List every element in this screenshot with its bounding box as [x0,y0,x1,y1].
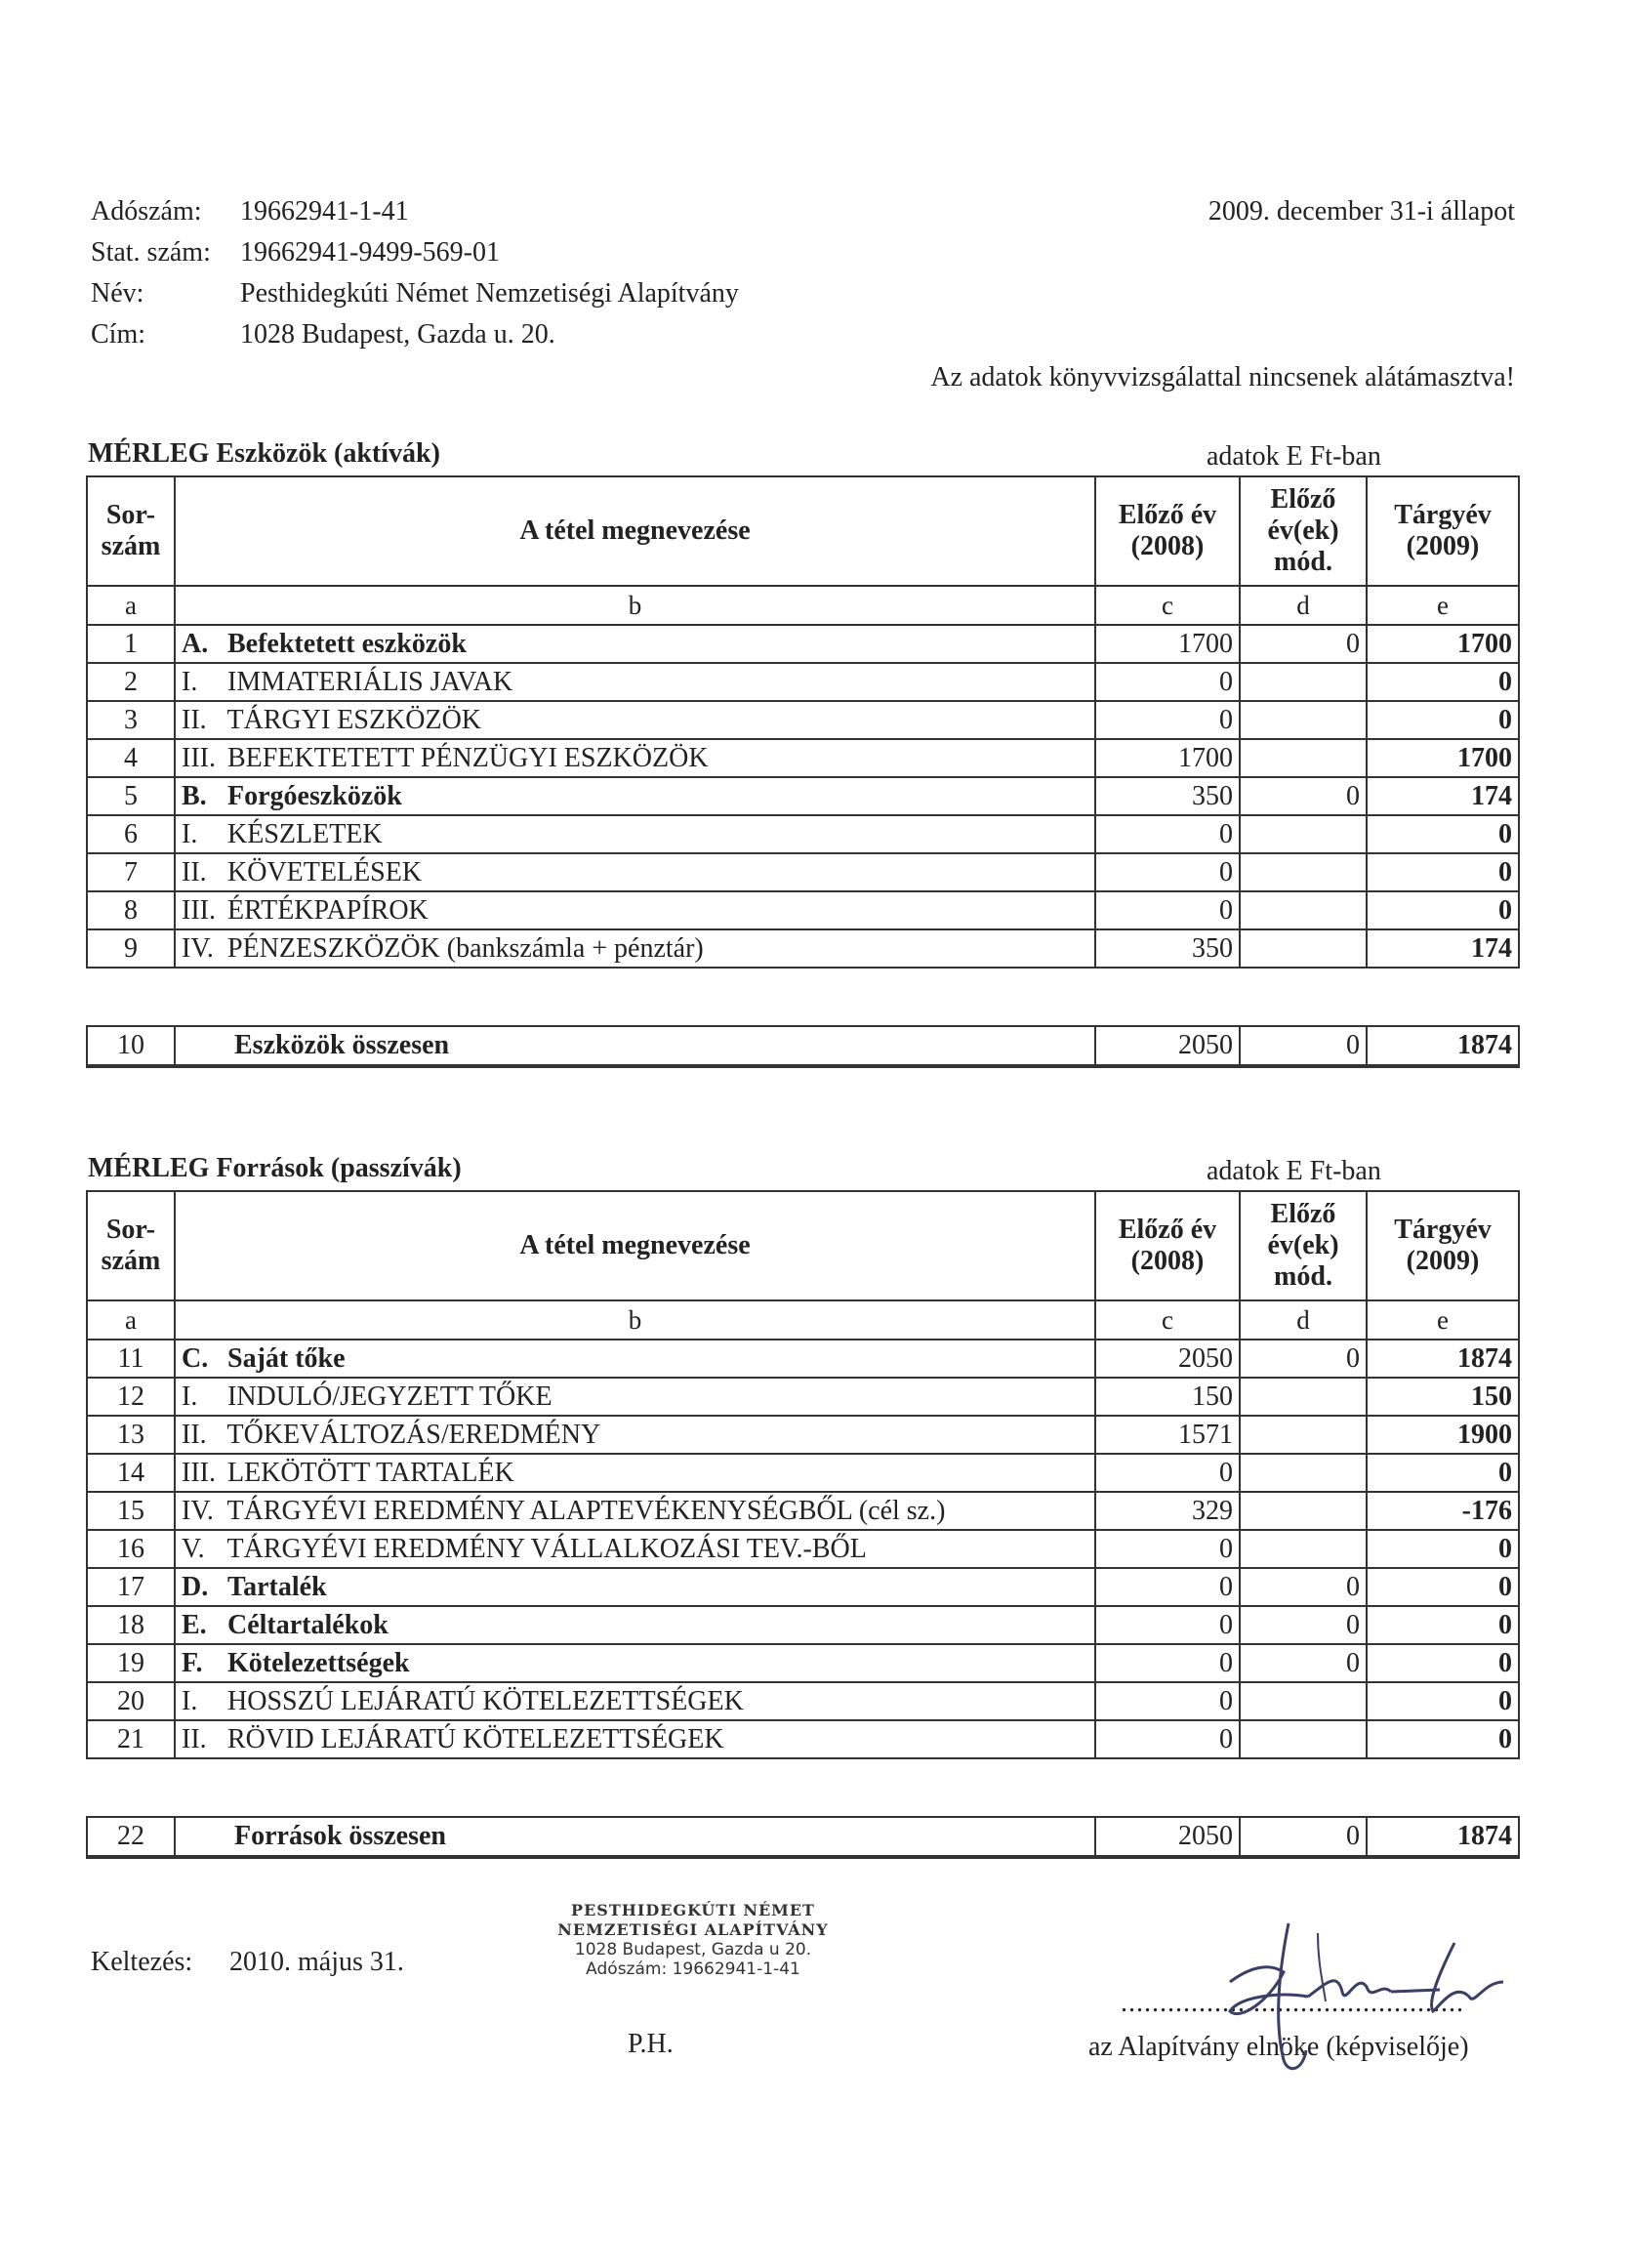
stamp-line-4: Adószám: 19662941-1-41 [586,1959,800,1979]
row-name: ÉRTÉKPAPÍROK [227,894,429,926]
table-row [87,1644,1519,1682]
row-code: I. [182,666,198,697]
row-name: Befektetett eszközök [227,628,467,659]
row-prev: 0 [1095,1644,1240,1682]
row-prev: 0 [1095,853,1240,891]
row-cur: 1700 [1367,625,1519,663]
row-code: V. [182,1533,205,1564]
row-mod [1240,929,1367,968]
col-mod-header [1240,1191,1367,1300]
row-number: 11 [87,1340,175,1378]
table-row [87,1492,1519,1530]
mod-label-1: Előző [1270,1199,1336,1229]
row-code: A. [182,628,209,659]
assets-total-table [86,1025,1520,1068]
row-mod: 0 [1240,1644,1367,1682]
liabilities-letter-row [87,1300,1519,1340]
col-letter-d: d [1240,586,1367,625]
prev-label-2: (2008) [1130,531,1205,561]
row-item [175,1606,1095,1644]
row-item [175,1492,1095,1530]
liabilities-total-no: 22 [87,1817,175,1857]
col-mod-header [1240,476,1367,586]
row-cur: 174 [1367,777,1519,815]
col-sorszam-header [87,1191,175,1300]
row-mod [1240,853,1367,891]
row-number: 5 [87,777,175,815]
mod-label-3: mód. [1274,1261,1332,1292]
row-number: 14 [87,1454,175,1492]
row-mod [1240,1720,1367,1758]
row-prev: 2050 [1095,1340,1240,1378]
cur-label-2: (2009) [1406,531,1480,561]
row-mod [1240,1416,1367,1454]
liabilities-total-mod: 0 [1240,1817,1367,1857]
row-code: E. [182,1609,207,1640]
col-cur-header [1367,476,1519,586]
signature-line: ............................................ [1121,1988,1464,2018]
row-name: HOSSZÚ LEJÁRATÚ KÖTELEZETTSÉGEK [227,1685,744,1716]
row-item [175,701,1095,739]
row-mod [1240,1454,1367,1492]
row-cur: 0 [1367,815,1519,853]
row-name: Céltartalékok [227,1609,389,1640]
tax-no-label: Adószám: [91,196,202,227]
organization-stamp [537,1901,849,1979]
table-row [87,625,1519,663]
col-sorszam-header [87,476,175,586]
table-row [87,1720,1519,1758]
sor-label: Sor- [105,500,156,530]
sor-label: Sor- [105,1215,156,1245]
row-code: D. [182,1571,209,1602]
row-cur: 0 [1367,1530,1519,1568]
col-letter-c: c [1095,1300,1240,1340]
row-cur: 1900 [1367,1416,1519,1454]
szam-label: szám [101,531,161,561]
table-row [87,1454,1519,1492]
row-prev: 0 [1095,1530,1240,1568]
row-mod: 0 [1240,625,1367,663]
mod-label-2: év(ek) [1267,515,1339,546]
row-number: 21 [87,1720,175,1758]
row-code: I. [182,1685,198,1716]
ph-label: P.H. [628,2029,674,2059]
row-cur: 0 [1367,1568,1519,1606]
assets-body [87,625,1519,968]
stamp-line-3: 1028 Budapest, Gazda u 20. [574,1940,812,1959]
assets-table [86,475,1520,969]
cur-label-2: (2009) [1406,1246,1480,1276]
row-name: Tartalék [227,1571,327,1602]
row-number: 9 [87,929,175,968]
row-number: 20 [87,1682,175,1720]
date-value: 2010. május 31. [229,1947,404,1977]
row-name: TŐKEVÁLTOZÁS/EREDMÉNY [226,1419,601,1450]
table-row [87,663,1519,701]
row-code: II. [182,704,207,735]
liabilities-table [86,1190,1520,1759]
liabilities-total-label: Források összesen [175,1817,1095,1857]
table-row [87,701,1519,739]
row-name: IMMATERIÁLIS JAVAK [227,666,513,697]
row-mod: 0 [1240,1568,1367,1606]
row-code: II. [182,856,207,887]
row-number: 17 [87,1568,175,1606]
table-row [87,1682,1519,1720]
handwritten-signature [1171,1914,1581,2080]
row-cur: 174 [1367,929,1519,968]
row-cur: 0 [1367,1644,1519,1682]
row-prev: 329 [1095,1492,1240,1530]
prev-label-1: Előző év [1118,500,1217,530]
liabilities-total-cur: 1874 [1367,1817,1519,1857]
col-item-header: A tétel megnevezése [175,476,1095,586]
row-cur: 0 [1367,1720,1519,1758]
row-cur: 0 [1367,663,1519,701]
row-number: 12 [87,1378,175,1416]
stamp-line-1: PESTHIDEGKÚTI NÉMET [571,1901,815,1919]
row-item [175,853,1095,891]
row-mod [1240,891,1367,929]
col-letter-d: d [1240,1300,1367,1340]
row-code: I. [182,1381,198,1412]
row-item [175,625,1095,663]
row-number: 3 [87,701,175,739]
address-value: 1028 Budapest, Gazda u. 20. [240,319,555,350]
row-item [175,1682,1095,1720]
row-name: Kötelezettségek [227,1647,410,1678]
row-mod [1240,663,1367,701]
col-letter-e: e [1367,586,1519,625]
row-item [175,663,1095,701]
row-mod: 0 [1240,1340,1367,1378]
row-mod [1240,1492,1367,1530]
col-letter-b: b [175,1300,1095,1340]
row-code: III. [182,1457,216,1488]
row-name: BEFEKTETETT PÉNZÜGYI ESZKÖZÖK [227,742,709,773]
col-letter-a: a [87,586,175,625]
col-cur-header [1367,1191,1519,1300]
szam-label: szám [101,1246,161,1276]
row-item [175,891,1095,929]
row-mod: 0 [1240,1606,1367,1644]
row-item [175,1340,1095,1378]
assets-total-no: 10 [87,1026,175,1066]
row-number: 8 [87,891,175,929]
col-letter-e: e [1367,1300,1519,1340]
row-cur: 1874 [1367,1340,1519,1378]
row-number: 4 [87,739,175,777]
row-name: LEKÖTÖTT TARTALÉK [227,1457,514,1488]
row-number: 18 [87,1606,175,1644]
state-date: 2009. december 31-i állapot [1207,196,1515,227]
row-mod [1240,1378,1367,1416]
mod-label-3: mód. [1274,547,1332,577]
row-cur: 1700 [1367,739,1519,777]
name-label: Név: [91,278,144,309]
row-item [175,1416,1095,1454]
row-cur: 0 [1367,1682,1519,1720]
row-code: II. [182,1723,207,1754]
row-cur: 0 [1367,701,1519,739]
row-cur: -176 [1367,1492,1519,1530]
assets-total-row [87,1026,1519,1066]
row-number: 7 [87,853,175,891]
row-name: INDULÓ/JEGYZETT TŐKE [227,1381,552,1412]
row-code: F. [182,1647,203,1678]
row-number: 19 [87,1644,175,1682]
row-number: 1 [87,625,175,663]
table-row [87,1606,1519,1644]
row-prev: 0 [1095,701,1240,739]
table-row [87,815,1519,853]
row-cur: 0 [1367,853,1519,891]
row-item [175,1378,1095,1416]
row-code: IV. [182,932,214,964]
row-item [175,1644,1095,1682]
row-prev: 0 [1095,1568,1240,1606]
row-name: RÖVID LEJÁRATÚ KÖTELEZETTSÉGEK [227,1723,724,1754]
liabilities-unit: adatok E Ft-ban [1207,1156,1381,1186]
row-item [175,1720,1095,1758]
mod-label-1: Előző [1270,484,1336,515]
liabilities-body [87,1340,1519,1758]
tax-no-value: 19662941-1-41 [240,196,409,227]
row-prev: 1700 [1095,739,1240,777]
col-item-header: A tétel megnevezése [175,1191,1095,1300]
table-row [87,1568,1519,1606]
row-code: II. [182,1419,207,1450]
assets-header-row [87,476,1519,586]
row-name: TÁRGYÉVI EREDMÉNY ALAPTEVÉKENYSÉGBŐL (cél sz.) [226,1495,946,1526]
assets-letter-row [87,586,1519,625]
row-cur: 150 [1367,1378,1519,1416]
table-row [87,739,1519,777]
row-prev: 150 [1095,1378,1240,1416]
row-number: 13 [87,1416,175,1454]
row-name: TÁRGYI ESZKÖZÖK [226,704,482,735]
row-code: III. [182,742,216,773]
table-row [87,1416,1519,1454]
row-prev: 0 [1095,1682,1240,1720]
row-mod: 0 [1240,777,1367,815]
col-letter-c: c [1095,586,1240,625]
table-row [87,1378,1519,1416]
row-prev: 1700 [1095,625,1240,663]
row-prev: 0 [1095,1454,1240,1492]
row-number: 6 [87,815,175,853]
liabilities-total-table [86,1816,1520,1859]
mod-label-2: év(ek) [1267,1230,1339,1260]
signer-caption: az Alapítvány elnöke (képviselője) [1088,2032,1469,2062]
row-name: PÉNZESZKÖZÖK (bankszámla + pénztár) [227,932,704,964]
row-prev: 0 [1095,1720,1240,1758]
assets-total-mod: 0 [1240,1026,1367,1066]
row-item [175,1568,1095,1606]
liabilities-total-row [87,1817,1519,1857]
row-mod [1240,701,1367,739]
row-prev: 0 [1095,891,1240,929]
row-name: KÖVETELÉSEK [227,856,423,887]
row-prev: 1571 [1095,1416,1240,1454]
stat-no-value: 19662941-9499-569-01 [240,237,500,268]
row-mod [1240,815,1367,853]
stat-no-label: Stat. szám: [91,237,211,268]
row-number: 16 [87,1530,175,1568]
assets-total-label: Eszközök összesen [175,1026,1095,1066]
row-cur: 0 [1367,1454,1519,1492]
col-letter-b: b [175,586,1095,625]
row-code: C. [182,1342,209,1374]
row-prev: 350 [1095,777,1240,815]
row-code: III. [182,894,216,926]
row-mod [1240,1682,1367,1720]
row-item [175,1454,1095,1492]
row-number: 2 [87,663,175,701]
row-cur: 0 [1367,891,1519,929]
prev-label-2: (2008) [1130,1246,1205,1276]
liabilities-title: MÉRLEG Források (passzívák) [88,1153,462,1183]
row-name: Forgóeszközök [227,780,402,811]
row-prev: 0 [1095,1606,1240,1644]
row-cur: 0 [1367,1606,1519,1644]
assets-total-cur: 1874 [1367,1026,1519,1066]
row-number: 15 [87,1492,175,1530]
row-code: IV. [182,1495,214,1526]
row-item [175,815,1095,853]
row-name: KÉSZLETEK [227,818,383,849]
table-row [87,929,1519,968]
row-prev: 0 [1095,663,1240,701]
prev-label-1: Előző év [1118,1215,1217,1245]
table-row [87,891,1519,929]
cur-label-1: Tárgyév [1394,1215,1492,1245]
row-item [175,777,1095,815]
cur-label-1: Tárgyév [1394,500,1492,530]
row-mod [1240,1530,1367,1568]
audit-note: Az adatok könyvvizsgálattal nincsenek alátámasztva! [930,362,1515,392]
row-name: TÁRGYÉVI EREDMÉNY VÁLLALKOZÁSI TEV.-BŐL [226,1533,867,1564]
row-name: Saját tőke [227,1342,346,1374]
table-row [87,1340,1519,1378]
assets-title: MÉRLEG Eszközök (aktívák) [88,438,440,469]
stamp-line-2: NEMZETISÉGI ALAPÍTVÁNY [557,1920,829,1939]
row-item [175,739,1095,777]
name-value: Pesthidegkúti Német Nemzetiségi Alapítvány [240,278,739,309]
row-prev: 0 [1095,815,1240,853]
date-label: Keltezés: [91,1947,193,1977]
row-prev: 350 [1095,929,1240,968]
row-item [175,929,1095,968]
col-prev-header [1095,476,1240,586]
col-prev-header [1095,1191,1240,1300]
row-code: B. [182,780,207,811]
liabilities-header-row [87,1191,1519,1300]
liabilities-total-prev: 2050 [1095,1817,1240,1857]
row-item [175,1530,1095,1568]
row-code: I. [182,818,198,849]
address-label: Cím: [91,319,146,350]
table-row [87,853,1519,891]
table-row [87,1530,1519,1568]
row-mod [1240,739,1367,777]
table-row [87,777,1519,815]
assets-unit: adatok E Ft-ban [1207,441,1381,472]
col-letter-a: a [87,1300,175,1340]
assets-total-prev: 2050 [1095,1026,1240,1066]
